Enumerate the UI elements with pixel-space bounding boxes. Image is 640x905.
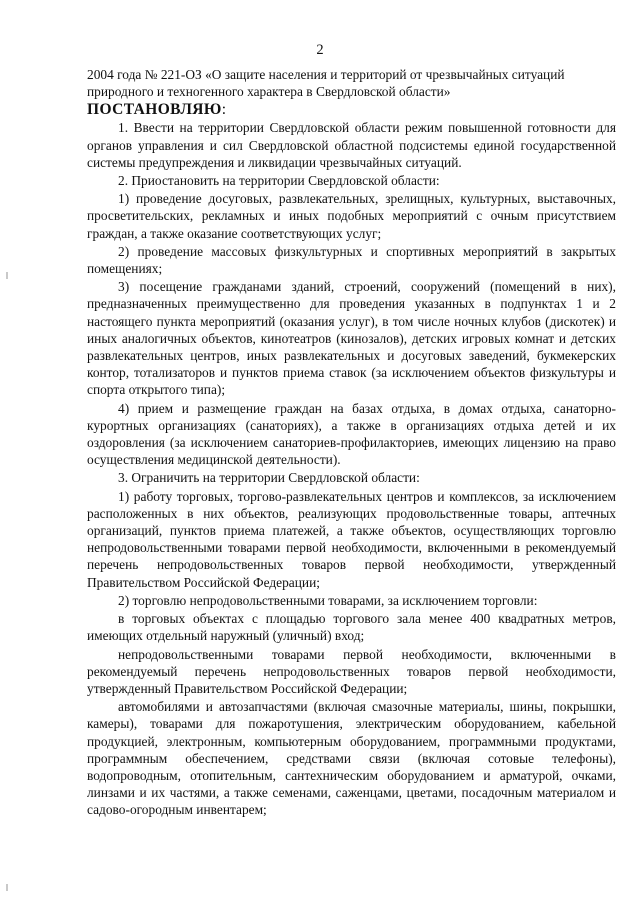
scan-edge-mark <box>6 272 8 279</box>
heading-colon: : <box>221 101 227 119</box>
heading-word: ПОСТАНОВЛЯЮ <box>87 101 222 119</box>
paragraph-2: 2. Приостановить на территории Свердловской области: <box>118 173 440 189</box>
paragraph-3-2-a: в торговых объектах с площадью торгового зала менее 400 квадратных метров, имеющих отдельный наружный (уличный) вход; <box>87 611 616 644</box>
paragraph-2-4: 4) прием и размещение граждан на базах отдыха, в домах отдыха, санаторно-курортных организациях (санаториях), а также в организациях отдыха детей и их оздоровления (за исключением санаториев-профилакториев, имеющих лицензию на право осуществления медицинской деятельности). <box>87 400 616 468</box>
paragraph-3-2-c: автомобилями и автозапчастями (включая смазочные материалы, шины, покрышки, камеры), товарами для пожаротушения, электрическим оборудованием, кабельной продукцией, электронным, компьютерным оборудованием, программными продуктами, программным обеспечением, средствами связи (включая сотовые телефоны), водопроводным, отопительным, сантехническим оборудованием и арматурой, очками, линзами и их частями, а также семенами, саженцами, цветами, посадочным материалом и садово-огородным инвентарем; <box>87 699 616 818</box>
paragraph-3-1: 1) работу торговых, торгово-развлекательных центров и комплексов, за исключением расположенных в них объектов, реализующих продовольственные товары, аптечных организаций, пунктов приема платежей, а также объектов, осуществляющих торговлю непродовольственными товарами первой необходимости, включенными в рекомендуемый перечень непродовольственных товаров первой необходимости, утвержденный Правительством Российской Федерации; <box>87 488 616 590</box>
paragraph-2-3: 3) посещение гражданами зданий, строений, сооружений (помещений в них), предназначенных преимущественно для проведения указанных в подпунктах 1 и 2 настоящего пункта мероприятий (оказания услуг), в том числе ночных клубов (дискотек) и иных аналогичных объектов, кинотеатров (кинозалов), детских игровых комнат и детских развлекательных центров, иных развлекательных и досуговых заведений, букмекерских контор, тотализаторов и пунктов приема ставок (за исключением объектов физкультуры и спорта открытого типа); <box>87 279 616 398</box>
paragraph-2-1: 1) проведение досуговых, развлекательных, зрелищных, культурных, выставочных, просветительских, рекламных и иных подобных мероприятий с очным присутствием граждан, а также оказание соответствующих услуг; <box>87 191 616 241</box>
document-body <box>87 66 616 819</box>
paragraph-3: 3. Ограничить на территории Свердловской области: <box>118 470 420 486</box>
scan-edge-mark <box>6 884 8 891</box>
page-number: 2 <box>316 42 324 58</box>
paragraph-1: 1. Ввести на территории Свердловской области режим повышенной готовности для органов управления и сил Свердловской областной подсистемы единой государственной системы предупреждения и ликвидации чрезвычайных ситуаций. <box>87 120 616 170</box>
paragraph-3-2: 2) торговлю непродовольственными товарами, за исключением торговли: <box>118 592 538 608</box>
paragraph-3-2-b: непродовольственными товарами первой необходимости, включенными в рекомендуемый перечень непродовольственных товаров первой необходимости, утвержденный Правительством Российской Федерации; <box>87 646 616 696</box>
paragraph-2-2: 2) проведение массовых физкультурных и спортивных мероприятий в закрытых помещениях; <box>87 243 616 277</box>
intro-text: 2004 года № 221-ОЗ «О защите населения и территорий от чрезвычайных ситуаций природного и техногенного характера в Свердловской области» <box>87 67 565 100</box>
resolution-heading <box>87 100 616 119</box>
